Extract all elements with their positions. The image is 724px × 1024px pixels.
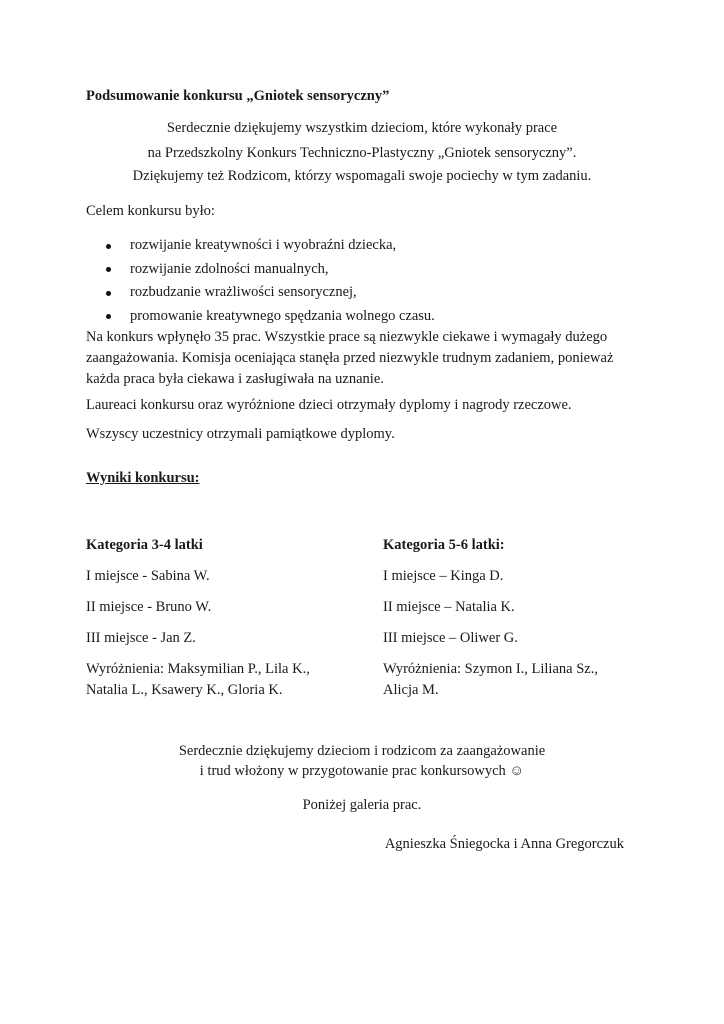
gallery-note: Poniżej galeria prac. <box>302 797 422 813</box>
place-first: I miejsce – Kinga D. <box>383 568 504 584</box>
place-second: II miejsce – Natalia K. <box>383 599 515 615</box>
goal-item <box>104 234 435 258</box>
category-title: Kategoria 5-6 latki: <box>383 537 505 553</box>
honorable-mentions: Wyróżnienia: Maksymilian P., Lila K., Natalia L., Ksawery K., Gloria K. <box>86 661 310 698</box>
goal-text: promowanie kreatywnego spędzania wolnego czasu. <box>130 307 435 324</box>
paragraph-submissions: Na konkurs wpłynęło 35 prac. Wszystkie prace są niezwykle ciekawe i wymagały dużego zaangażowania. Komisja oceniająca stanęła przed niezwykle trudnym zadaniem, ponieważ każda praca była ciekawa i zasługiwała na uznanie. <box>86 329 614 387</box>
goal-text: rozwijanie zdolności manualnych, <box>130 260 329 277</box>
goal-text: rozbudzanie wrażliwości sensorycznej, <box>130 284 357 300</box>
category-title: Kategoria 3-4 latki <box>86 537 203 553</box>
honorable-mentions: Wyróżnienia: Szymon I., Liliana Sz., Alicja M. <box>383 661 598 698</box>
results-heading: Wyniki konkursu: <box>86 470 200 486</box>
category-5-6 <box>383 535 643 701</box>
signature: Agnieszka Śniegocka i Anna Gregorczuk <box>384 836 624 852</box>
thanks-line: i trud włożony w przygotowanie prac konkursowych ☺ <box>199 763 525 779</box>
paragraph-participants: Wszyscy uczestnicy otrzymali pamiątkowe dyplomy. <box>86 426 395 442</box>
intro-line: Dziękujemy też Rodzicom, którzy wspomagali swoje pociechy w tym zadaniu. <box>132 168 592 184</box>
goal-item <box>104 281 435 305</box>
bullet-icon <box>106 267 111 272</box>
place-second: II miejsce - Bruno W. <box>86 599 212 615</box>
goal-text: rozwijanie kreatywności i wyobraźni dziecka, <box>130 237 397 253</box>
place-third: III miejsce - Jan Z. <box>86 630 196 646</box>
thanks-line: Serdecznie dziękujemy dzieciom i rodzicom za zaangażowanie <box>178 743 546 759</box>
bullet-icon <box>106 291 111 296</box>
place-third: III miejsce – Oliwer G. <box>383 630 518 646</box>
intro-line: na Przedszkolny Konkurs Techniczno-Plastyczny „Gniotek sensoryczny”. <box>147 145 577 161</box>
paragraph-laureates: Laureaci konkursu oraz wyróżnione dzieci otrzymały dyplomy i nagrody rzeczowe. <box>86 397 572 413</box>
goals-label: Celem konkursu było: <box>86 203 215 219</box>
goal-item <box>104 258 435 282</box>
bullet-icon <box>106 314 111 319</box>
document-title: Podsumowanie konkursu „Gniotek sensoryczny” <box>86 88 390 104</box>
intro-line: Serdecznie dziękujemy wszystkim dzieciom, które wykonały prace <box>166 120 558 136</box>
bullet-icon <box>106 244 111 249</box>
goals-list <box>104 234 435 328</box>
goal-item <box>104 305 435 329</box>
category-3-4 <box>86 535 346 701</box>
place-first: I miejsce - Sabina W. <box>86 568 210 584</box>
